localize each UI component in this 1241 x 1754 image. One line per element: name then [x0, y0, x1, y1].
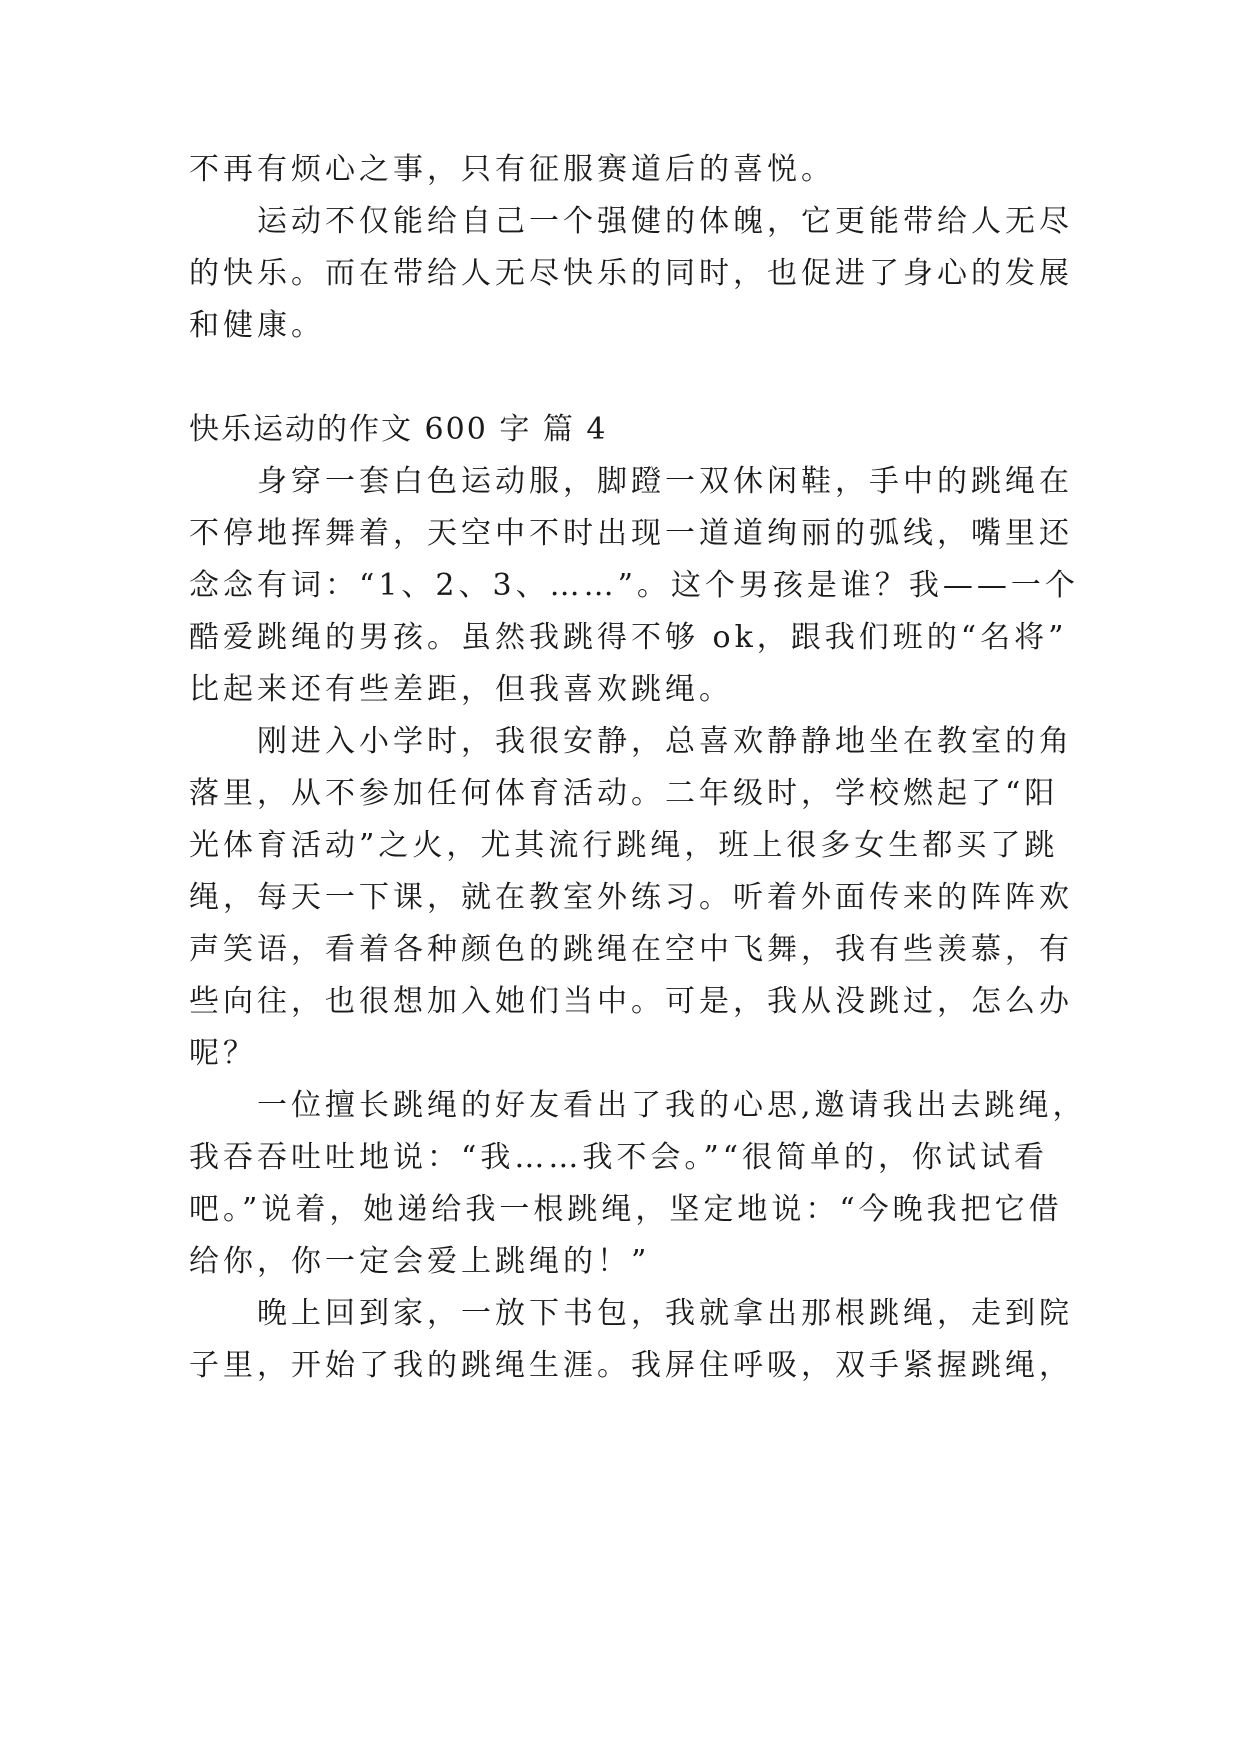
- text-line: 落里，从不参加任何体育活动。二年级时，学校燃起了“阳: [189, 776, 1059, 811]
- section-title: 快乐运动的作文 600 字 篇 4: [189, 412, 608, 447]
- text-line: 些向往，也很想加入她们当中。可是，我从没跳过，怎么办: [189, 984, 1073, 1019]
- text-line: 声笑语，看着各种颜色的跳绳在空中飞舞，我有些羡慕，有: [189, 932, 1073, 967]
- text-line: 不再有烦心之事，只有征服赛道后的喜悦。: [189, 152, 835, 187]
- text-line: 念念有词：“1、2、3、……”。这个男孩是谁？我——一个: [189, 568, 1079, 603]
- text-line: 子里，开始了我的跳绳生涯。我屏住呼吸，双手紧握跳绳，: [189, 1348, 1073, 1383]
- text-line: 光体育活动”之火，尤其流行跳绳，班上很多女生都买了跳: [189, 828, 1059, 863]
- text-line: 给你，你一定会爱上跳绳的！”: [189, 1244, 651, 1279]
- text-line: 比起来还有些差距，但我喜欢跳绳。: [189, 672, 733, 707]
- text-line: 不停地挥舞着，天空中不时出现一道道绚丽的弧线，嘴里还: [189, 516, 1073, 551]
- paragraph-first-line: 身穿一套白色运动服，脚蹬一双休闲鞋，手中的跳绳在: [257, 464, 1073, 499]
- text-line: 呢？: [189, 1036, 257, 1071]
- paragraph-first-line: 晚上回到家，一放下书包，我就拿出那根跳绳，走到院: [257, 1296, 1073, 1331]
- text-line: 吧。”说着，她递给我一根跳绳，坚定地说：“今晚我把它借: [189, 1192, 1063, 1227]
- text-line: 酷爱跳绳的男孩。虽然我跳得不够 ok，跟我们班的“名将”: [189, 620, 1068, 655]
- paragraph-first-line: 运动不仅能给自己一个强健的体魄，它更能带给人无尽: [257, 204, 1073, 239]
- text-line: 的快乐。而在带给人无尽快乐的同时，也促进了身心的发展: [189, 256, 1073, 291]
- paragraph-first-line: 一位擅长跳绳的好友看出了我的心思,邀请我出去跳绳，: [257, 1088, 1087, 1123]
- text-line: 绳，每天一下课，就在教室外练习。听着外面传来的阵阵欢: [189, 880, 1073, 915]
- paragraph-first-line: 刚进入小学时，我很安静，总喜欢静静地坐在教室的角: [257, 724, 1073, 759]
- text-line: 和健康。: [189, 308, 325, 343]
- text-line: 我吞吞吐吐地说：“我……我不会。”“很简单的，你试试看: [189, 1140, 1049, 1175]
